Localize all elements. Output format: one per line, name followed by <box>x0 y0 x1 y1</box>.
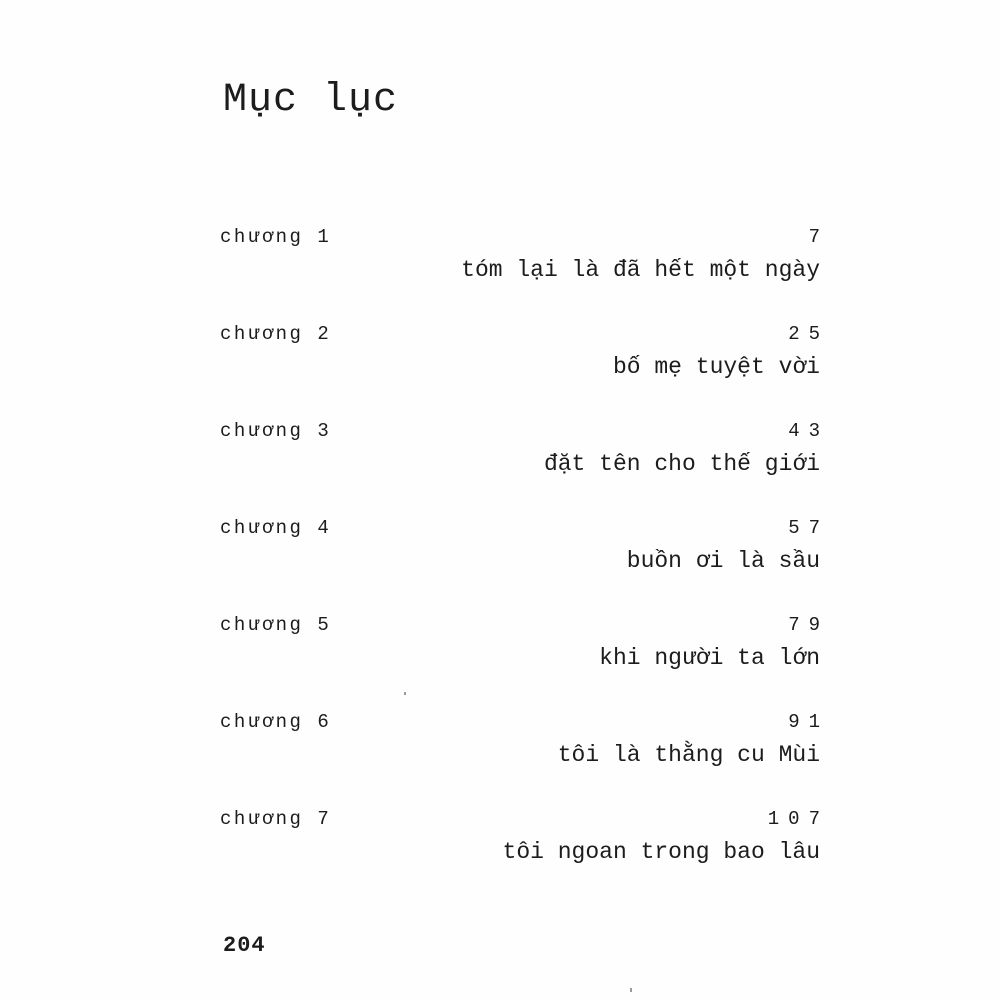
toc-entry-head <box>220 517 829 539</box>
chapter-label: chương 4 <box>220 517 332 539</box>
chapter-title: tôi là thằng cu Mùi <box>557 742 820 768</box>
chapter-label: chương 2 <box>220 323 332 345</box>
toc-entry <box>220 711 829 808</box>
toc-entry <box>220 808 829 905</box>
scan-speck <box>630 988 632 992</box>
chapter-page-number: 43 <box>788 420 829 442</box>
chapter-label: chương 7 <box>220 808 332 830</box>
chapter-label: chương 1 <box>220 226 332 248</box>
toc-entry <box>220 420 829 517</box>
chapter-page-number: 79 <box>788 614 829 636</box>
toc-entry-head <box>220 808 829 830</box>
chapter-page-number: 25 <box>788 323 829 345</box>
chapter-page-number: 91 <box>788 711 829 733</box>
toc-entry-head <box>220 711 829 733</box>
chapter-title: buồn ơi là sầu <box>626 548 820 574</box>
chapter-title: bố mẹ tuyệt vời <box>612 354 820 380</box>
toc-entry-head <box>220 323 829 345</box>
chapter-title: tóm lại là đã hết một ngày <box>461 257 820 283</box>
toc-entry <box>220 614 829 711</box>
toc-entry-head <box>220 226 829 248</box>
page-number-folio: 204 <box>223 933 266 958</box>
toc-entry-head <box>220 420 829 442</box>
chapter-title: đặt tên cho thế giới <box>543 451 820 477</box>
toc-entry <box>220 226 829 323</box>
toc-entry <box>220 323 829 420</box>
table-of-contents <box>220 226 829 905</box>
chapter-label: chương 6 <box>220 711 332 733</box>
toc-entry-head <box>220 614 829 636</box>
scan-speck <box>404 692 406 695</box>
chapter-title: tôi ngoan trong bao lâu <box>502 839 820 865</box>
chapter-page-number: 107 <box>767 808 829 830</box>
toc-entry <box>220 517 829 614</box>
chapter-page-number: 7 <box>808 226 829 248</box>
chapter-page-number: 57 <box>788 517 829 539</box>
chapter-label: chương 3 <box>220 420 332 442</box>
page-title: Mục lục <box>223 77 399 123</box>
chapter-label: chương 5 <box>220 614 332 636</box>
chapter-title: khi người ta lớn <box>599 645 820 671</box>
